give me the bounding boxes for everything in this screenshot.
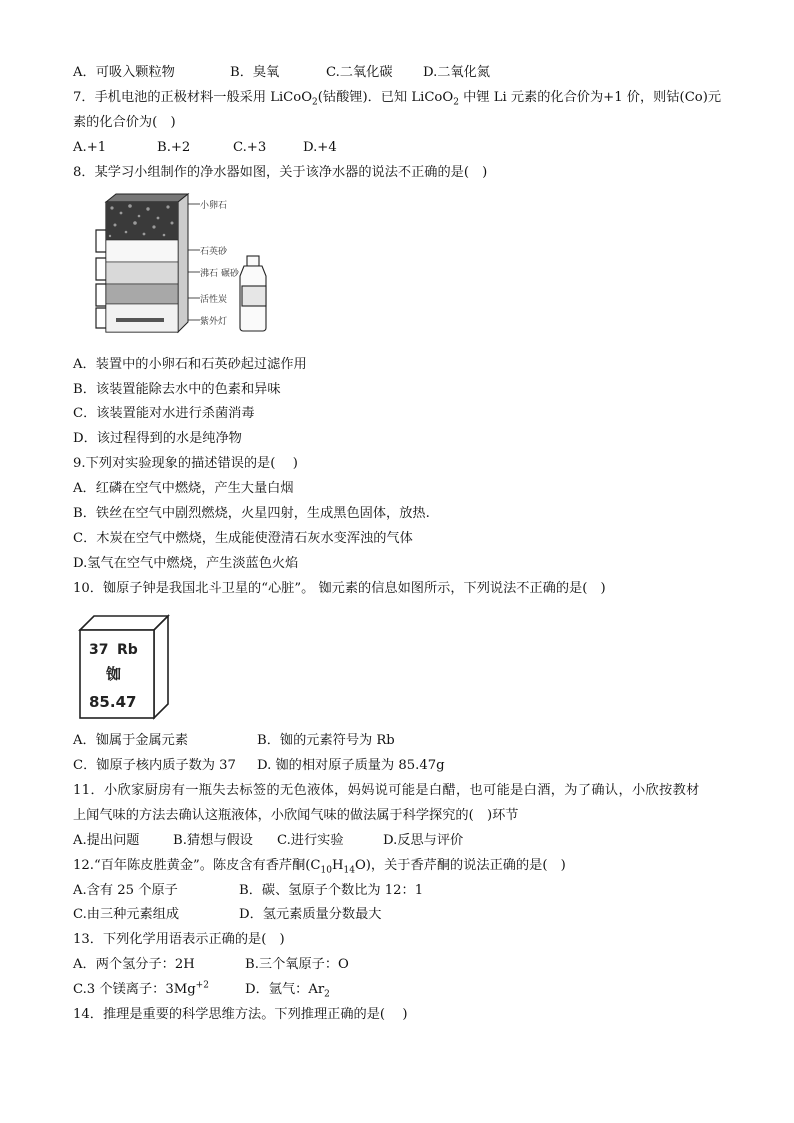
- q7-stem-line1: [73, 89, 721, 107]
- q13-option-d-subscript: 2: [324, 989, 330, 1000]
- q7-text-part: 中锂 Li 元素的化合价为+1 价，则钴(Co)元: [458, 90, 722, 105]
- q7-stem-line2: 素的化合价为( ): [73, 115, 176, 130]
- q11-option-b: B.猜想与假设: [173, 833, 253, 848]
- tile-atomic-number: 37: [89, 642, 109, 658]
- q6-options-row: [73, 64, 490, 82]
- q6-option-a: A．可吸入颗粒物: [73, 65, 175, 80]
- q10-option-a: A．铷属于金属元素: [73, 733, 189, 748]
- tile-element-name: 铷: [106, 665, 122, 683]
- rubidium-element-tile: [76, 614, 172, 722]
- q9-option-c: C．木炭在空气中燃烧，生成能使澄清石灰水变浑浊的气体: [73, 531, 413, 546]
- q13-option-a: A．两个氢分子：2H: [73, 957, 195, 972]
- figure-label-gravel: 小卵石: [200, 201, 228, 211]
- q10-option-c: C．铷原子核内质子数为 37: [73, 758, 236, 773]
- q14-stem: 14．推理是重要的科学思维方法。下列推理正确的是( ): [73, 1007, 408, 1022]
- q12-stem: [73, 857, 566, 875]
- q12-option-d: D．氢元素质量分数最大: [239, 907, 382, 922]
- q7-text-part: 7．手机电池的正极材料一般采用 LiCoO: [73, 90, 313, 105]
- water-purifier-figure: [88, 192, 274, 344]
- q12-option-c: C.由三种元素组成: [73, 907, 180, 922]
- q10-option-d: D. 铷的相对原子质量为 85.47g: [257, 758, 445, 773]
- q12-text-part: H: [331, 858, 344, 873]
- q12-text-part: 12.“百年陈皮胜黄金”。陈皮含有香芹酮(C: [73, 858, 321, 873]
- q11-stem-line1: 11．小欣家厨房有一瓶失去标签的无色液体，妈妈说可能是白醋，也可能是白酒，为了确认，小欣按教材: [73, 783, 700, 798]
- q9-option-a: A．红磷在空气中燃烧，产生大量白烟: [73, 481, 294, 496]
- q11-options-row: [73, 832, 463, 850]
- q9-option-b: B．铁丝在空气中剧烈燃烧，火星四射，生成黑色固体，放热.: [73, 506, 430, 521]
- q8-stem: 8．某学习小组制作的净水器如图，关于该净水器的说法不正确的是( ): [73, 165, 488, 180]
- q12-option-a: A.含有 25 个原子: [73, 883, 178, 898]
- figure-label-zeolite: 沸石 碾砂: [200, 269, 239, 279]
- q7-options-row: [73, 139, 337, 157]
- q8-option-d: D．该过程得到的水是纯净物: [73, 431, 242, 446]
- q13-option-d-text: D．氩气：Ar: [245, 982, 325, 997]
- q10-options-row2: [73, 757, 445, 775]
- q7-text-part: (钴酸锂)．已知 LiCoO: [317, 90, 454, 105]
- q13-stem: 13．下列化学用语表示正确的是( ): [73, 932, 285, 947]
- q13-option-c: [73, 981, 245, 999]
- q12-subscript: 10: [320, 865, 332, 876]
- q7-option-b: B.+2: [157, 140, 191, 155]
- q12-options-row2: [73, 906, 381, 924]
- q7-option-d: D.+4: [303, 140, 337, 155]
- q12-options-row1: [73, 882, 423, 900]
- q6-option-c: C.二氧化碳: [326, 65, 393, 80]
- q13-option-c-text: C.3 个镁离子：3Mg: [73, 982, 196, 997]
- q11-option-c: C.进行实验: [277, 833, 344, 848]
- figure-label-sand: 石英砂: [200, 247, 228, 257]
- q8-option-c: C．该装置能对水进行杀菌消毒: [73, 406, 255, 421]
- tile-symbol: Rb: [117, 642, 138, 658]
- q10-option-b: B．铷的元素符号为 Rb: [257, 733, 395, 748]
- q7-subscript: 2: [453, 97, 459, 108]
- q6-option-d: D.二氧化氮: [423, 65, 491, 80]
- q7-option-a: A.+1: [73, 140, 107, 155]
- q11-stem-line2: 上闻气味的方法去确认这瓶液体，小欣闻气味的做法属于科学探究的( )环节: [73, 808, 519, 823]
- q8-option-b: B．该装置能除去水中的色素和异味: [73, 382, 281, 397]
- q13-option-c-superscript: +2: [195, 980, 209, 991]
- q11-option-d: D.反思与评价: [383, 833, 464, 848]
- figure-label-carbon: 活性炭: [200, 295, 228, 305]
- q8-option-a: A．装置中的小卵石和石英砂起过滤作用: [73, 357, 307, 372]
- q9-stem: 9.下列对实验现象的描述错误的是( ): [73, 456, 298, 471]
- q11-option-a: A.提出问题: [73, 833, 140, 848]
- q7-option-c: C.+3: [233, 140, 267, 155]
- q6-option-b: B．臭氧: [230, 65, 280, 80]
- q13-options-row2: [73, 981, 330, 999]
- q12-subscript: 14: [343, 865, 355, 876]
- tile-atomic-mass: 85.47: [89, 693, 137, 711]
- q13-option-b: B.三个氧原子：O: [245, 957, 349, 972]
- water-bottle: [240, 256, 266, 331]
- q10-stem: 10．铷原子钟是我国北斗卫星的“心脏”。 铷元素的信息如图所示，下列说法不正确的是( ): [73, 581, 606, 596]
- q13-option-d: [245, 981, 330, 999]
- q9-option-d: D.氢气在空气中燃烧，产生淡蓝色火焰: [73, 556, 299, 571]
- q10-options-row1: [73, 732, 395, 750]
- figure-label-uv-lamp: 紫外灯: [200, 317, 228, 327]
- q12-text-part: O)，关于香芹酮的说法正确的是( ): [354, 858, 566, 873]
- q12-option-b: B．碳、氢原子个数比为 12：1: [239, 883, 424, 898]
- q13-options-row1: [73, 956, 349, 974]
- q7-subscript: 2: [312, 97, 318, 108]
